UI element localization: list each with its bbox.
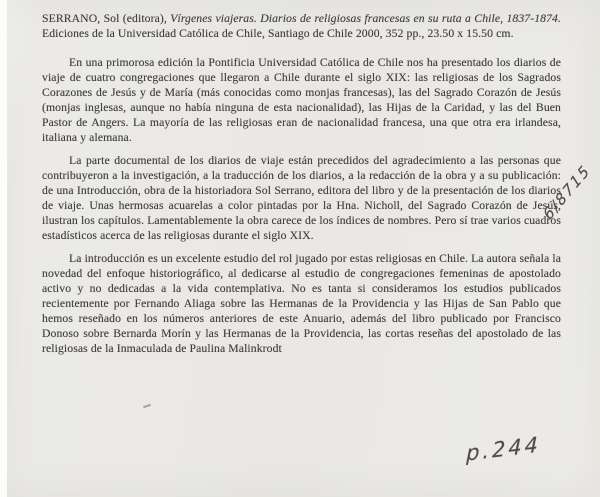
stray-pencil-mark [143, 404, 151, 408]
scan-edge-strip [0, 0, 7, 497]
handwritten-page-reference: p.244 [466, 432, 542, 466]
handwritten-catalog-number: 6/8715 [539, 160, 594, 224]
review-paragraph-1: En una primorosa edición la Pontificia Universidad Católica de Chile nos ha presentado los diarios de viaje de cuatro congregaciones que llegaron a Chile durante el siglo XIX: las religiosas de los Sagrados Corazones de Jesús y de María (más conocidas como monjas francesas), las del Sagrado Corazón de Jesús (monjas inglesas, aunque no había ninguna de esta nacionalidad), las Hijas de la Caridad, y las del Buen Pastor de Angers. La mayoría de las religiosas eran de nacionalidad francesa, una que otra era irlandesa, italiana y alemana. [42, 56, 561, 144]
review-paragraph-3: La introducción es un excelente estudio del rol jugado por estas religiosas en Chile. La autora señala la novedad del enfoque historiográfico, al dedicarse al estudio de congregaciones femeninas de apostolado activo y no dedicadas a la vida contemplativa. No es tanta si consideramos los estudios publicados recientemente por Fernando Aliaga sobre las Hermanas de la Providencia y las Hijas de San Pablo que hemos reseñado en los números anteriores de este Anuario, además del libro publicado por Francisco Donoso sobre Bernarda Morín y las Hermanas de la Providencia, las cortas reseñas del apostolado de las religiosas de la Inmaculada de Paulina Malinkrodt [42, 252, 561, 355]
bibliographic-entry [42, 11, 561, 41]
entry-author: SERRANO, Sol (editora), [42, 12, 171, 25]
review-paragraph-2: La parte documental de los diarios de viaje están precedidos del agradecimiento a las personas que contribuyeron a la investigación, a la traducción de los diarios, a la redacción de la obra y a su publicación: de una Introducción, obra de la historiadora Sol Serrano, editora del libro y de la presentación de los diarios de viaje. Unas hermosas acuarelas a color pintadas por la Hna. Nicholl, del Sagrado Corazón de Jesús, ilustran los capítulos. Lamentablemente la obra carece de los índices de nombres. Pero sí trae varios cuadros estadísticos acerca de las religiosas durante el siglo XIX. [42, 154, 561, 242]
text-block [42, 11, 561, 356]
entry-imprint: Ediciones de la Universidad Católica de Chile, Santiago de Chile 2000, 352 pp., 23.50 x 15.50 cm. [42, 27, 514, 40]
entry-title: Vírgenes viajeras. Diarios de religiosas francesas en su ruta a Chile, 1837-1874. [170, 12, 562, 25]
